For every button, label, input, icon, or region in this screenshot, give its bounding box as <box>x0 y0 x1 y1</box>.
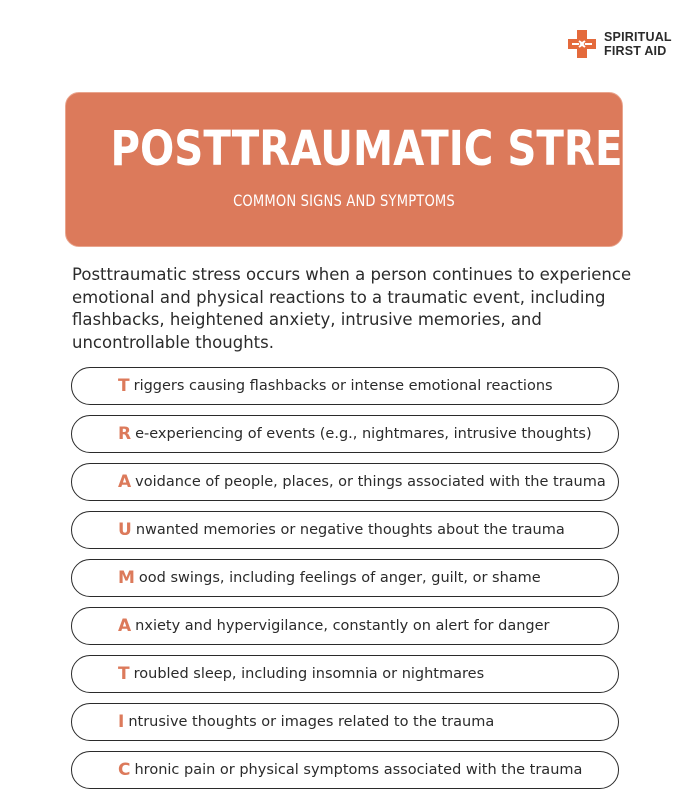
symptom-letter: A <box>118 616 132 636</box>
symptom-letter: T <box>118 376 130 396</box>
page-title: POSTTRAUMATIC STRESS <box>110 121 679 177</box>
symptom-item <box>71 463 619 501</box>
symptom-item <box>71 703 619 741</box>
symptom-letter: M <box>118 568 135 588</box>
cross-arrows-icon <box>566 27 598 61</box>
symptom-text: nwanted memories or negative thoughts about the trauma <box>135 522 565 538</box>
symptom-text: e-experiencing of events (e.g., nightmares, intrusive thoughts) <box>135 426 592 442</box>
symptom-text: ood swings, including feelings of anger, guilt, or shame <box>138 570 541 586</box>
symptom-letter: A <box>118 472 132 492</box>
symptom-item <box>71 511 619 549</box>
intro-paragraph: Posttraumatic stress occurs when a person continues to experience emotional and physical reactions to a traumatic event, including flashbacks, heightened anxiety, intrusive memories, and uncontrollable thoughts. <box>72 265 632 352</box>
symptom-text: ntrusive thoughts or images related to the trauma <box>128 714 495 730</box>
symptom-item <box>71 559 619 597</box>
symptom-text: hronic pain or physical symptoms associated with the trauma <box>134 762 583 778</box>
symptom-letter: I <box>118 712 125 732</box>
symptom-text: nxiety and hypervigilance, constantly on alert for danger <box>135 618 550 634</box>
logo-line1: SPIRITUAL <box>604 30 672 44</box>
symptom-letter: U <box>118 520 132 540</box>
symptom-item <box>71 751 619 789</box>
logo-text <box>604 30 672 58</box>
symptom-item <box>71 415 619 453</box>
symptom-list <box>71 367 619 799</box>
header-card <box>65 92 679 247</box>
page-subtitle: COMMON SIGNS AND SYMPTOMS <box>233 191 455 210</box>
symptom-text: voidance of people, places, or things associated with the trauma <box>135 474 606 490</box>
symptom-letter: C <box>118 760 131 780</box>
symptom-text: roubled sleep, including insomnia or nightmares <box>133 666 485 682</box>
logo-line2: FIRST AID <box>604 44 667 58</box>
symptom-letter: T <box>118 664 130 684</box>
symptom-item <box>71 655 619 693</box>
symptom-item <box>71 607 619 645</box>
symptom-text: riggers causing flashbacks or intense emotional reactions <box>133 378 553 394</box>
symptom-letter: R <box>118 424 132 444</box>
symptom-item <box>71 367 619 405</box>
spiritual-first-aid-logo <box>566 24 681 64</box>
